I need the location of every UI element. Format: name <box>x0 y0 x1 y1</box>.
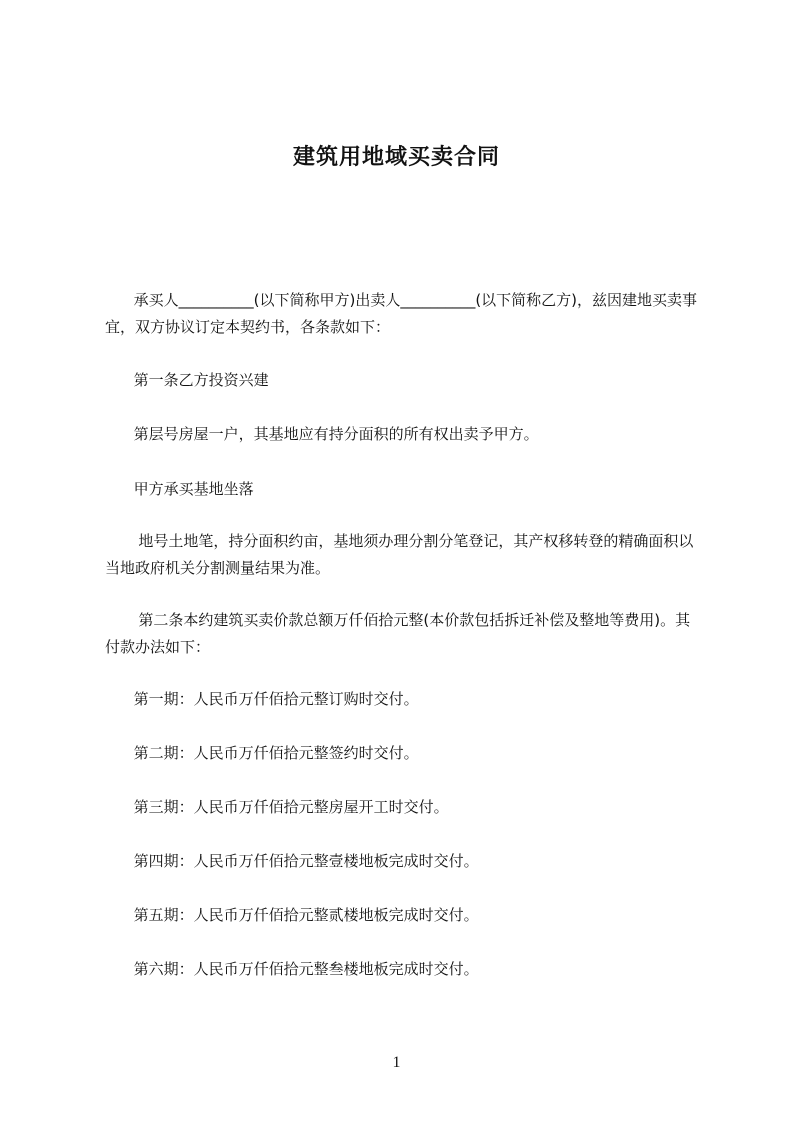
payment-phase-6: 第六期：人民币万仟佰拾元整叁楼地板完成时交付。 <box>105 960 479 978</box>
payment-phase-5: 第五期：人民币万仟佰拾元整贰楼地板完成时交付。 <box>105 906 479 924</box>
paragraph-article-1: 第一条乙方投资兴建 <box>105 371 269 389</box>
page-number: 1 <box>392 1054 401 1071</box>
paragraph-parties: 承买人__________(以下简称甲方)出卖人__________(以下简称乙方)，兹因建地买卖事宜，双方协议订定本契约书，各条款如下： <box>105 291 698 336</box>
paragraph-house: 第层号房屋一户，其基地应有持分面积的所有权出卖予甲方。 <box>105 425 539 443</box>
payment-phase-4: 第四期：人民币万仟佰拾元整壹楼地板完成时交付。 <box>105 852 479 870</box>
contract-title: 建筑用地域买卖合同 <box>292 145 500 170</box>
paragraph-article-2: 第二条本约建筑买卖价款总额万仟佰拾元整(本价款包括拆迁补偿及整地等费用)。其付款办法如下： <box>105 611 691 656</box>
payment-phase-1: 第一期：人民币万仟佰拾元整订购时交付。 <box>105 690 419 708</box>
paragraph-land-location: 甲方承买基地坐落 <box>105 480 254 498</box>
paragraph-land-area: 地号土地笔，持分面积约亩，基地须办理分割分笔登记，其产权移转登的精确面积以当地政府机关分割测量结果为准。 <box>105 532 694 577</box>
payment-phase-3: 第三期：人民币万仟佰拾元整房屋开工时交付。 <box>105 798 449 816</box>
payment-phase-2: 第二期：人民币万仟佰拾元整签约时交付。 <box>105 744 419 762</box>
